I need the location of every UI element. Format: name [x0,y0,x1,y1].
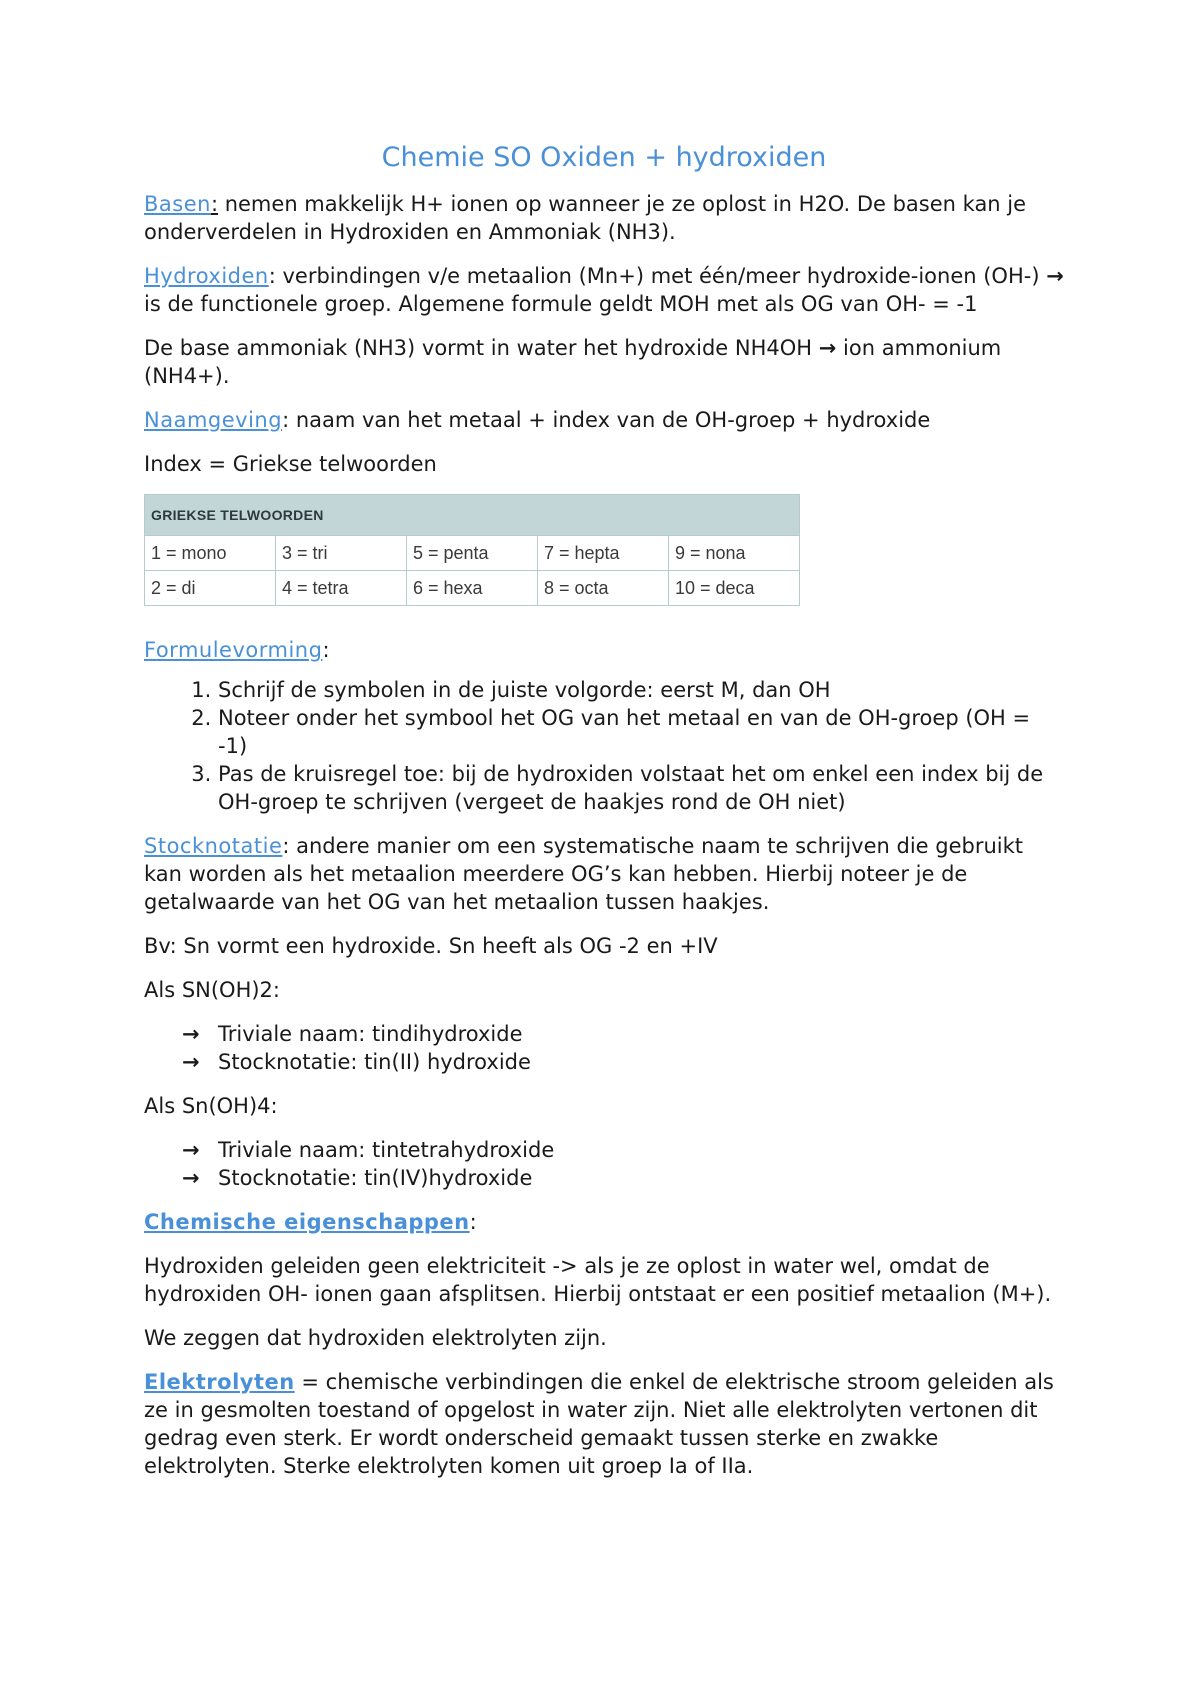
table-cell: 4 = tetra [276,571,407,606]
elektrolyten-text: = chemische verbindingen die enkel de elektrische stroom geleiden als ze in gesmolten toestand of opgelost in water zijn. Niet alle elektrolyten vertonen dit gedrag even sterk. Er wordt onderscheid gemaakt tussen sterke en zwakke elektrolyten. Sterke elektrolyten komen uit groep Ia of IIa. [144,1370,1054,1478]
list-item [182,1020,1064,1048]
paragraph-naamgeving [144,406,1064,434]
case2-list [144,1136,1064,1192]
list-item-text: Triviale naam: tintetrahydroxide [218,1138,555,1162]
arrow-right-icon: → [182,1166,200,1190]
arrow-right-icon: → [182,1022,200,1046]
list-item-text: Stocknotatie: tin(II) hydroxide [218,1050,531,1074]
paragraph-index: Index = Griekse telwoorden [144,452,437,476]
chemische-colon: : [469,1210,477,1234]
table-row [145,536,800,571]
term-basen-colon: : [210,192,219,216]
list-item-text: Stocknotatie: tin(IV)hydroxide [218,1166,533,1190]
paragraph-basen [144,190,1064,246]
naamgeving-text: : naam van het metaal + index van de OH-groep + hydroxide [282,408,931,432]
arrow-right-icon: → [818,336,837,360]
ammoniak-text-1: De base ammoniak (NH3) vormt in water het hydroxide NH4OH [144,336,819,360]
table-header: GRIEKSE TELWOORDEN [145,495,800,536]
list-item [182,1164,1064,1192]
table-cell: 1 = mono [145,536,276,571]
case1-list [144,1020,1064,1076]
hydroxiden-text-2: is de functionele groep. Algemene formule geldt MOH met als OG van OH- = -1 [144,292,978,316]
table-cell: 7 = hepta [538,536,669,571]
term-naamgeving: Naamgeving [144,408,283,432]
table-cell: 5 = penta [407,536,538,571]
list-item [182,1048,1064,1076]
table-row [145,571,800,606]
ammoniak-text-2: ion ammonium (NH4+). [144,336,1002,388]
paragraph-ammoniak [144,334,1064,390]
term-formulevorming: Formulevorming [144,638,323,662]
stocknotatie-text: : andere manier om een systematische naam te schrijven die gebruikt kan worden als het metaalion meerdere OG’s kan hebben. Hierbij noteer je de getalwaarde van het OG van het metaalion tussen haakjes. [144,834,1024,914]
list-item [182,1136,1064,1164]
arrow-right-icon: → [1046,264,1064,288]
table-cell: 10 = deca [669,571,800,606]
formulevorming-colon: : [322,638,330,662]
paragraph-elektrolyten [144,1368,1064,1480]
table-cell: 6 = hexa [407,571,538,606]
paragraph-chemische-text: Hydroxiden geleiden geen elektriciteit -> als je ze oplost in water wel, omdat de hydroxiden OH- ionen gaan afsplitsen. Hierbij ontstaat er een positief metaalion (M+). [144,1254,1052,1306]
paragraph-example: Bv: Sn vormt een hydroxide. Sn heeft als OG -2 en +IV [144,934,718,958]
term-chemische-eigenschappen: Chemische eigenschappen [144,1210,470,1234]
arrow-right-icon: → [182,1050,200,1074]
formulevorming-steps [144,676,1064,816]
list-item: 1. Schrijf de symbolen in de juiste volgorde: eerst M, dan OH [218,676,1064,704]
term-elektrolyten: Elektrolyten [144,1370,295,1394]
term-hydroxiden: Hydroxiden [144,264,269,288]
paragraph-case2-label: Als Sn(OH)4: [144,1094,278,1118]
hydroxiden-text-1: : verbindingen v/e metaalion (Mn+) met één/meer hydroxide-ionen (OH-) [268,264,1047,288]
list-item: 3. Pas de kruisregel toe: bij de hydroxiden volstaat het om enkel een index bij de OH-groep te schrijven (vergeet de haakjes rond de OH niet) [218,760,1064,816]
arrow-right-icon: → [182,1138,200,1162]
paragraph-formulevorming [144,636,1064,664]
term-stocknotatie: Stocknotatie [144,834,283,858]
paragraph-chemische-text-2: We zeggen dat hydroxiden elektrolyten zijn. [144,1326,607,1350]
paragraph-chemische-heading [144,1208,1064,1236]
basen-text: nemen makkelijk H+ ionen op wanneer je ze oplost in H2O. De basen kan je onderverdelen in Hydroxiden en Ammoniak (NH3). [144,192,1027,244]
table-cell: 9 = nona [669,536,800,571]
greek-numbers-table [144,494,800,606]
list-item-text: Triviale naam: tindihydroxide [218,1022,523,1046]
table-cell: 8 = octa [538,571,669,606]
list-item: 2. Noteer onder het symbool het OG van het metaal en van de OH-groep (OH = -1) [218,704,1064,760]
paragraph-case1-label: Als SN(OH)2: [144,978,280,1002]
term-basen: Basen [144,192,211,216]
paragraph-stocknotatie [144,832,1064,916]
table-cell: 3 = tri [276,536,407,571]
page-title: Chemie SO Oxiden + hydroxiden [381,142,827,173]
paragraph-hydroxiden [144,262,1064,318]
table-cell: 2 = di [145,571,276,606]
document-page [144,140,1064,1496]
